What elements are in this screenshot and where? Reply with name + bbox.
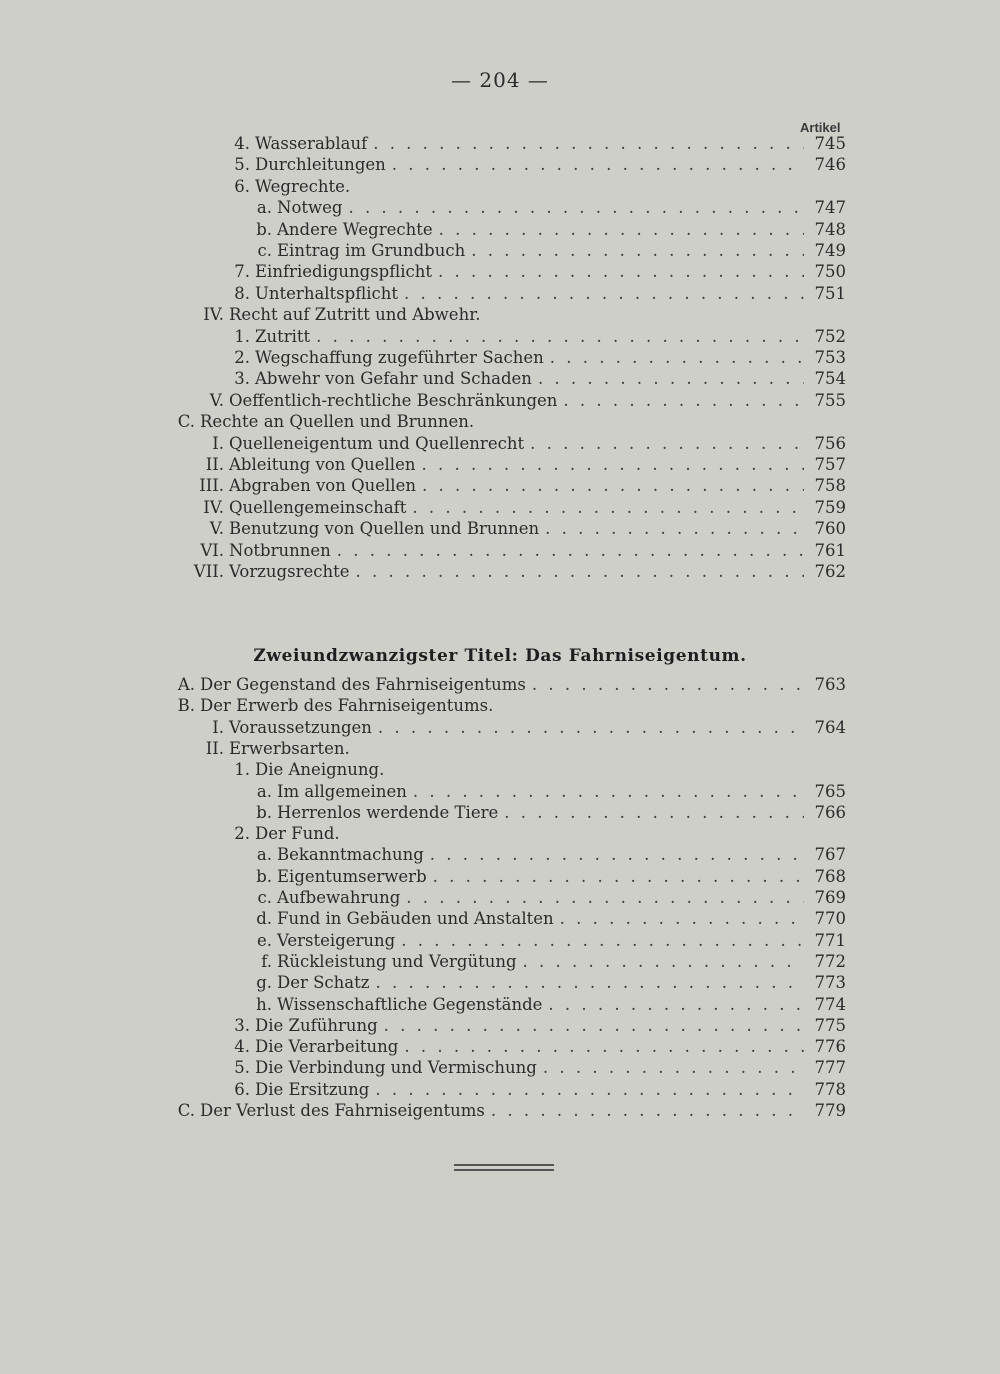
leader-dots (375, 1079, 804, 1101)
toc-entry-article: 778 (814, 1079, 846, 1099)
toc-entry-label: Der Gegenstand des Fahrniseigentums (200, 675, 526, 694)
toc-entry-article: 761 (814, 540, 846, 560)
toc-entry (232, 972, 846, 994)
toc-entry (232, 844, 846, 866)
toc-entry-number: VI. (200, 540, 224, 560)
toc-entry (232, 994, 846, 1016)
toc-entry (210, 1057, 846, 1079)
toc-entry (210, 154, 846, 176)
toc-entry-label: Recht auf Zutritt und Abwehr. (229, 305, 481, 325)
leader-dots (438, 261, 804, 283)
toc-entry-number: 4. (234, 1037, 250, 1057)
toc-entry-number: f. (261, 951, 272, 971)
toc-entry-label: Bekanntmachung (277, 845, 424, 865)
toc-entry-number: 3. (234, 1015, 250, 1035)
toc-entry (155, 411, 846, 433)
toc-entry-number: d. (256, 909, 272, 929)
toc-entry-label: Einfriedigungspflicht (255, 262, 433, 282)
leader-dots (421, 454, 804, 476)
toc-entry-number: I. (212, 717, 224, 737)
toc-entry-article: 759 (814, 497, 846, 517)
toc-entry-article: 770 (814, 909, 846, 929)
leader-dots (433, 866, 804, 888)
leader-dots (532, 674, 804, 696)
toc-entry-number: 6. (234, 176, 250, 196)
toc-entry-number: a. (256, 781, 272, 801)
toc-entry-article: 746 (814, 155, 846, 175)
toc-entry-label: Im allgemeinen (277, 781, 407, 801)
toc-entry-label: Abwehr von Gefahr und Schaden (255, 369, 532, 389)
toc-entry-number: 5. (234, 1058, 250, 1078)
toc-entry-article: 749 (814, 241, 846, 260)
toc-entry-label: Der Fund. (255, 824, 340, 844)
toc-entry-number: IV. (203, 497, 224, 517)
toc-entry-label: Wissenschaftliche Gegenstände (277, 994, 543, 1014)
toc-entry (184, 304, 846, 326)
toc-entry-label: Der Verlust des Fahrniseigentums (200, 1101, 485, 1120)
toc-entry (184, 738, 846, 760)
toc-entry (184, 433, 846, 455)
toc-entry-article: 765 (814, 781, 846, 801)
toc-entry-label: Unterhaltspflicht (255, 283, 398, 303)
toc-entry-article: 748 (814, 219, 846, 239)
leader-dots (523, 951, 804, 973)
toc-entry-label: Rückleistung und Vergütung (277, 951, 517, 971)
toc-entry (210, 1015, 846, 1037)
toc-entry (155, 695, 846, 717)
toc-entry-number: b. (256, 219, 272, 239)
toc-entry-label: Ableitung von Quellen (229, 455, 416, 474)
toc-entry-article: 755 (814, 390, 846, 410)
toc-entry-label: Notweg (277, 198, 343, 218)
toc-entry-label: Erwerbsarten. (229, 738, 350, 758)
toc-entry-label: Aufbewahrung (277, 888, 401, 907)
toc-entry-article: 769 (814, 888, 846, 907)
toc-entry-article: 779 (814, 1101, 846, 1120)
toc-entry-number: a. (256, 198, 272, 218)
toc-entry-label: Voraussetzungen (229, 717, 372, 737)
toc-entry-number: 7. (234, 262, 250, 282)
toc-entry (210, 261, 846, 283)
leader-dots (548, 994, 804, 1016)
toc-entry-label: Vorzugsrechte (229, 562, 350, 581)
toc-entry (232, 240, 846, 262)
toc-entry (232, 951, 846, 973)
toc-entry-label: Quellengemeinschaft (229, 497, 407, 517)
toc-entry-number: 2. (234, 824, 250, 844)
toc-entry-number: 6. (234, 1079, 250, 1099)
toc-entry-article: 773 (814, 973, 846, 993)
toc-entry (210, 759, 846, 781)
toc-entry (184, 454, 846, 476)
leader-dots (545, 518, 804, 540)
toc-entry (184, 540, 846, 562)
toc-entry-label: Zutritt (255, 326, 311, 346)
toc-entry-article: 766 (814, 802, 846, 822)
toc-entry (210, 347, 846, 369)
toc-entry-article: 756 (814, 433, 846, 453)
leader-dots (538, 368, 804, 390)
toc-entry-number: C. (177, 1101, 195, 1120)
toc-entry-label: Eintrag im Grundbuch (277, 241, 466, 260)
toc-entry (210, 283, 846, 305)
leader-dots (406, 887, 804, 909)
toc-entry-label: Wegschaffung zugeführter Sachen (255, 348, 544, 367)
leader-dots (530, 433, 804, 455)
toc-entry-number: 1. (234, 760, 250, 780)
leader-dots (384, 1015, 804, 1037)
toc-entry (155, 674, 846, 696)
toc-entry (210, 1079, 846, 1101)
leader-dots (373, 133, 804, 155)
toc-entry-label: Eigentumserwerb (277, 866, 427, 886)
toc-entry-number: V. (209, 519, 224, 539)
toc-entry-article: 757 (814, 455, 846, 474)
toc-entry-number: b. (256, 866, 272, 886)
leader-dots (504, 802, 804, 824)
toc-entry-label: Die Ersitzung (255, 1079, 370, 1099)
toc-entry (232, 219, 846, 241)
toc-entry (210, 823, 846, 845)
toc-entry-label: Durchleitungen (255, 155, 386, 175)
toc-entry-article: 760 (814, 519, 846, 539)
toc-entry (184, 390, 846, 412)
toc-entry-number: V. (209, 390, 224, 410)
leader-dots (404, 1036, 804, 1058)
toc-entry (184, 561, 846, 583)
toc-entry (232, 197, 846, 219)
leader-dots (439, 219, 804, 241)
toc-entry (232, 781, 846, 803)
leader-dots (471, 240, 804, 262)
toc-entry-number: II. (205, 455, 224, 474)
toc-entry-number: 3. (234, 369, 250, 389)
toc-entry (232, 802, 846, 824)
toc-entry-article: 776 (814, 1037, 846, 1057)
toc-entry-label: Die Aneignung. (255, 760, 385, 780)
leader-dots (348, 197, 804, 219)
toc-entry (232, 930, 846, 952)
toc-entry (232, 908, 846, 930)
toc-entry-article: 775 (814, 1015, 846, 1035)
toc-entry (210, 133, 846, 155)
toc-entry-label: Der Schatz (277, 973, 370, 993)
column-header: Artikel (800, 120, 841, 135)
toc-entry-label: Versteigerung (277, 930, 396, 950)
toc-entry-article: 772 (814, 951, 846, 971)
toc-entry-number: 5. (234, 155, 250, 175)
toc-entry-article: 753 (814, 348, 846, 367)
toc-entry (155, 1100, 846, 1122)
toc-entry-article: 767 (814, 845, 846, 865)
toc-entry-label: Die Zuführung (255, 1015, 378, 1035)
toc-entry-label: Abgraben von Quellen (229, 476, 416, 496)
toc-entry-number: II. (205, 738, 224, 758)
toc-entry (184, 497, 846, 519)
section-title: Zweiundzwanzigster Titel: Das Fahrniseigentum. (253, 646, 747, 666)
toc-entry-number: IV. (203, 305, 224, 325)
toc-entry-label: Quelleneigentum und Quellenrecht (229, 433, 525, 453)
leader-dots (401, 930, 804, 952)
leader-dots (412, 497, 804, 519)
toc-entry (210, 368, 846, 390)
toc-entry-label: Notbrunnen (229, 540, 331, 560)
toc-entry-label: Wegrechte. (255, 176, 351, 196)
toc-entry-article: 745 (814, 134, 846, 153)
toc-entry (210, 326, 846, 348)
leader-dots (375, 972, 804, 994)
toc-entry-number: e. (256, 930, 272, 950)
toc-entry-label: Die Verbindung und Vermischung (255, 1058, 537, 1078)
toc-entry (232, 887, 846, 909)
leader-dots (378, 717, 804, 739)
toc-entry-number: 2. (234, 348, 250, 367)
toc-entry-number: B. (177, 696, 195, 716)
toc-entry-label: Rechte an Quellen und Brunnen. (200, 412, 475, 432)
leader-dots (422, 475, 804, 497)
toc-entry (184, 475, 846, 497)
toc-entry-label: Die Verarbeitung (255, 1037, 399, 1057)
toc-entry-article: 774 (814, 994, 846, 1014)
toc-entry-article: 762 (814, 562, 846, 581)
toc-entry-article: 747 (814, 198, 846, 218)
toc-entry-label: Benutzung von Quellen und Brunnen (229, 519, 540, 539)
toc-entry-article: 750 (814, 262, 846, 282)
leader-dots (491, 1100, 804, 1122)
toc-entry-number: a. (256, 845, 272, 865)
toc-entry-number: I. (212, 433, 224, 453)
end-rule (454, 1164, 554, 1166)
toc-entry-article: 758 (814, 476, 846, 496)
toc-entry-number: 1. (234, 326, 250, 346)
toc-entry (210, 1036, 846, 1058)
toc-entry-number: 4. (234, 134, 250, 153)
leader-dots (337, 540, 804, 562)
leader-dots (413, 781, 804, 803)
leader-dots (543, 1057, 804, 1079)
leader-dots (404, 283, 804, 305)
page-number: — 204 — (451, 68, 549, 92)
end-rule (454, 1169, 554, 1171)
toc-entry-number: c. (257, 241, 272, 260)
toc-entry-number: A. (177, 675, 195, 694)
toc-entry-number: g. (256, 973, 272, 993)
toc-entry-label: Der Erwerb des Fahrniseigentums. (200, 696, 494, 716)
leader-dots (356, 561, 805, 583)
toc-entry-label: Herrenlos werdende Tiere (277, 802, 499, 822)
toc-entry-number: 8. (234, 283, 250, 303)
toc-entry-article: 763 (814, 675, 846, 694)
toc-entry-label: Wasserablauf (255, 134, 368, 153)
toc-entry (184, 717, 846, 739)
toc-entry-number: h. (256, 994, 272, 1014)
leader-dots (550, 347, 804, 369)
toc-entry (184, 518, 846, 540)
toc-entry-number: VII. (193, 562, 224, 581)
toc-entry-label: Andere Wegrechte (277, 219, 433, 239)
toc-entry-article: 771 (814, 930, 846, 950)
toc-entry-number: C. (177, 412, 195, 432)
toc-entry-label: Fund in Gebäuden und Anstalten (277, 909, 554, 929)
toc-entry (232, 866, 846, 888)
leader-dots (316, 326, 804, 348)
toc-entry-article: 764 (814, 717, 846, 737)
toc-entry-article: 754 (814, 369, 846, 389)
leader-dots (563, 390, 804, 412)
leader-dots (392, 154, 804, 176)
toc-entry-article: 751 (814, 283, 846, 303)
toc-entry-number: III. (199, 476, 224, 496)
toc-entry-article: 768 (814, 866, 846, 886)
leader-dots (560, 908, 804, 930)
toc-entry-article: 777 (814, 1058, 846, 1078)
toc-entry-article: 752 (814, 326, 846, 346)
toc-entry-label: Oeffentlich-rechtliche Beschränkungen (229, 390, 558, 410)
toc-entry-number: c. (257, 888, 272, 907)
toc-entry (210, 176, 846, 198)
toc-entry-number: b. (256, 802, 272, 822)
leader-dots (430, 844, 804, 866)
